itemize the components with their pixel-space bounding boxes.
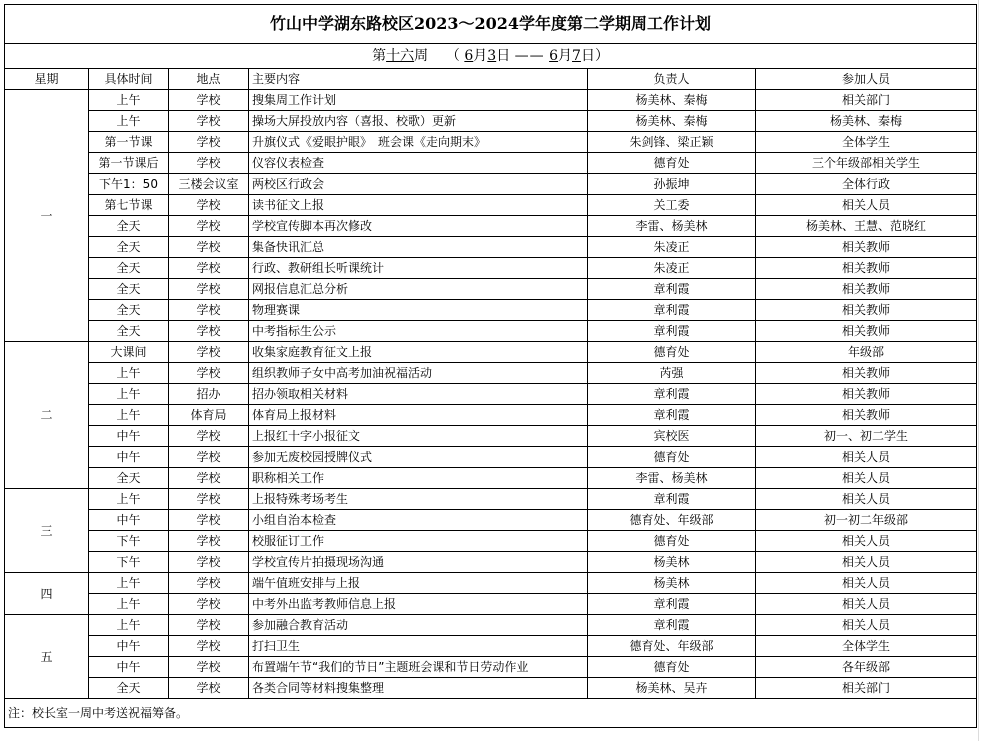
table-row bbox=[5, 258, 977, 279]
participants-cell[interactable]: 相关人员 bbox=[756, 573, 977, 594]
place-cell[interactable]: 学校 bbox=[169, 552, 249, 573]
week-suffix: 周 bbox=[414, 48, 429, 64]
table-row bbox=[5, 531, 977, 552]
owner-cell[interactable]: 杨美林、秦梅 bbox=[588, 90, 756, 111]
place-cell[interactable]: 学校 bbox=[169, 132, 249, 153]
time-cell[interactable]: 第一节课后 bbox=[89, 153, 169, 174]
time-cell[interactable]: 下午 bbox=[89, 552, 169, 573]
content-cell[interactable]: 布置端午节“我们的节日”主题班会课和节日劳动作业 bbox=[249, 657, 588, 678]
weekday-cell[interactable]: 三 bbox=[5, 489, 89, 573]
range-dash: —— bbox=[514, 48, 545, 64]
owner-cell[interactable]: 章利霞 bbox=[588, 384, 756, 405]
participants-cell[interactable]: 各年级部 bbox=[756, 657, 977, 678]
owner-cell[interactable]: 芮强 bbox=[588, 363, 756, 384]
table-row bbox=[5, 237, 977, 258]
place-cell[interactable]: 学校 bbox=[169, 258, 249, 279]
owner-cell[interactable]: 李雷、杨美林 bbox=[588, 216, 756, 237]
table-row bbox=[5, 174, 977, 195]
time-cell[interactable]: 第一节课 bbox=[89, 132, 169, 153]
content-cell[interactable]: 中考外出监考教师信息上报 bbox=[249, 594, 588, 615]
owner-cell[interactable]: 李雷、杨美林 bbox=[588, 468, 756, 489]
participants-cell[interactable]: 相关人员 bbox=[756, 447, 977, 468]
owner-cell[interactable]: 杨美林、吴卉 bbox=[588, 678, 756, 699]
table-row bbox=[5, 447, 977, 468]
participants-cell[interactable]: 初一、初二学生 bbox=[756, 426, 977, 447]
header-weekday[interactable]: 星期 bbox=[5, 69, 89, 90]
table-row bbox=[5, 489, 977, 510]
participants-cell[interactable]: 年级部 bbox=[756, 342, 977, 363]
content-cell[interactable]: 上报红十字小报征文 bbox=[249, 426, 588, 447]
place-cell[interactable]: 学校 bbox=[169, 447, 249, 468]
start-day: 3 bbox=[487, 48, 497, 64]
end-month-label: 月 bbox=[558, 48, 573, 64]
participants-cell[interactable]: 相关教师 bbox=[756, 405, 977, 426]
owner-cell[interactable]: 章利霞 bbox=[588, 279, 756, 300]
place-cell[interactable]: 学校 bbox=[169, 594, 249, 615]
participants-cell[interactable]: 相关教师 bbox=[756, 258, 977, 279]
time-cell[interactable]: 第七节课 bbox=[89, 195, 169, 216]
table-row bbox=[5, 279, 977, 300]
place-cell[interactable]: 学校 bbox=[169, 237, 249, 258]
time-cell[interactable]: 全天 bbox=[89, 237, 169, 258]
time-cell[interactable]: 全天 bbox=[89, 678, 169, 699]
table-row bbox=[5, 342, 977, 363]
time-cell[interactable]: 上午 bbox=[89, 111, 169, 132]
content-cell[interactable]: 打扫卫生 bbox=[249, 636, 588, 657]
header-time[interactable]: 具体时间 bbox=[89, 69, 169, 90]
participants-cell[interactable]: 相关教师 bbox=[756, 300, 977, 321]
table-row bbox=[5, 216, 977, 237]
header-owner[interactable]: 负责人 bbox=[588, 69, 756, 90]
content-cell[interactable]: 端午值班安排与上报 bbox=[249, 573, 588, 594]
table-row bbox=[5, 426, 977, 447]
participants-cell[interactable]: 相关人员 bbox=[756, 594, 977, 615]
participants-cell[interactable]: 相关部门 bbox=[756, 90, 977, 111]
table-row bbox=[5, 636, 977, 657]
end-day-label: 日） bbox=[580, 48, 609, 64]
content-cell[interactable]: 网报信息汇总分析 bbox=[249, 279, 588, 300]
owner-cell[interactable]: 杨美林 bbox=[588, 552, 756, 573]
content-cell[interactable]: 物理赛课 bbox=[249, 300, 588, 321]
participants-cell[interactable]: 杨美林、秦梅 bbox=[756, 111, 977, 132]
page-title[interactable]: 竹山中学湖东路校区2023～2024学年度第二学期周工作计划 bbox=[5, 5, 977, 44]
sheet-gridline bbox=[978, 0, 979, 741]
owner-cell[interactable]: 德育处 bbox=[588, 531, 756, 552]
participants-cell[interactable]: 相关人员 bbox=[756, 195, 977, 216]
place-cell[interactable]: 招办 bbox=[169, 384, 249, 405]
weekday-cell[interactable]: 一 bbox=[5, 90, 89, 342]
owner-cell[interactable]: 德育处 bbox=[588, 447, 756, 468]
footnote[interactable]: 注：校长室一周中考送祝福筹备。 bbox=[5, 699, 977, 728]
time-cell[interactable]: 全天 bbox=[89, 300, 169, 321]
content-cell[interactable]: 升旗仪式《爱眼护眼》 班会课《走向期末》 bbox=[249, 132, 588, 153]
place-cell[interactable]: 三楼会议室 bbox=[169, 174, 249, 195]
time-cell[interactable]: 大课间 bbox=[89, 342, 169, 363]
end-month: 6 bbox=[549, 48, 559, 64]
participants-cell[interactable]: 相关人员 bbox=[756, 552, 977, 573]
content-cell[interactable]: 集备快讯汇总 bbox=[249, 237, 588, 258]
time-cell[interactable]: 上午 bbox=[89, 363, 169, 384]
table-row bbox=[5, 657, 977, 678]
note-row bbox=[5, 699, 977, 728]
time-cell[interactable]: 中午 bbox=[89, 426, 169, 447]
content-cell[interactable]: 收集家庭教育征文上报 bbox=[249, 342, 588, 363]
table-row bbox=[5, 90, 977, 111]
content-cell[interactable]: 学校宣传脚本再次修改 bbox=[249, 216, 588, 237]
content-cell[interactable]: 校服征订工作 bbox=[249, 531, 588, 552]
place-cell[interactable]: 学校 bbox=[169, 468, 249, 489]
place-cell[interactable]: 学校 bbox=[169, 279, 249, 300]
participants-cell[interactable]: 相关部门 bbox=[756, 678, 977, 699]
week-prefix: 第 bbox=[372, 48, 387, 64]
header-place[interactable]: 地点 bbox=[169, 69, 249, 90]
table-row bbox=[5, 384, 977, 405]
participants-cell[interactable]: 全体学生 bbox=[756, 132, 977, 153]
owner-cell[interactable]: 朱凌正 bbox=[588, 258, 756, 279]
owner-cell[interactable]: 章利霞 bbox=[588, 405, 756, 426]
content-cell[interactable]: 两校区行政会 bbox=[249, 174, 588, 195]
owner-cell[interactable]: 章利霞 bbox=[588, 321, 756, 342]
time-cell[interactable]: 全天 bbox=[89, 468, 169, 489]
owner-cell[interactable]: 德育处 bbox=[588, 342, 756, 363]
place-cell[interactable]: 学校 bbox=[169, 342, 249, 363]
participants-cell[interactable]: 相关人员 bbox=[756, 489, 977, 510]
table-row bbox=[5, 468, 977, 489]
start-month-label: 月 bbox=[473, 48, 488, 64]
participants-cell[interactable]: 相关人员 bbox=[756, 531, 977, 552]
place-cell[interactable]: 学校 bbox=[169, 510, 249, 531]
owner-cell[interactable]: 孙振坤 bbox=[588, 174, 756, 195]
content-cell[interactable]: 仪容仪表检查 bbox=[249, 153, 588, 174]
participants-cell[interactable]: 相关人员 bbox=[756, 615, 977, 636]
participants-cell[interactable]: 相关教师 bbox=[756, 279, 977, 300]
table-row bbox=[5, 195, 977, 216]
place-cell[interactable]: 体育局 bbox=[169, 405, 249, 426]
content-cell[interactable]: 职称相关工作 bbox=[249, 468, 588, 489]
content-cell[interactable]: 搜集周工作计划 bbox=[249, 90, 588, 111]
content-cell[interactable]: 学校宣传片拍摄现场沟通 bbox=[249, 552, 588, 573]
table-row bbox=[5, 363, 977, 384]
work-plan-table bbox=[4, 4, 977, 728]
content-cell[interactable]: 行政、教研组长听课统计 bbox=[249, 258, 588, 279]
place-cell[interactable]: 学校 bbox=[169, 300, 249, 321]
participants-cell[interactable]: 全体学生 bbox=[756, 636, 977, 657]
place-cell[interactable]: 学校 bbox=[169, 426, 249, 447]
owner-cell[interactable]: 关工委 bbox=[588, 195, 756, 216]
participants-cell[interactable]: 全体行政 bbox=[756, 174, 977, 195]
time-cell[interactable]: 全天 bbox=[89, 258, 169, 279]
place-cell[interactable]: 学校 bbox=[169, 531, 249, 552]
table-row bbox=[5, 300, 977, 321]
owner-cell[interactable]: 章利霞 bbox=[588, 300, 756, 321]
participants-cell[interactable]: 相关教师 bbox=[756, 363, 977, 384]
time-cell[interactable]: 中午 bbox=[89, 657, 169, 678]
place-cell[interactable]: 学校 bbox=[169, 636, 249, 657]
participants-cell[interactable]: 初一初二年级部 bbox=[756, 510, 977, 531]
table-row bbox=[5, 153, 977, 174]
header-participants[interactable]: 参加人员 bbox=[756, 69, 977, 90]
start-day-label: 日 bbox=[496, 48, 511, 64]
header-content[interactable]: 主要内容 bbox=[249, 69, 588, 90]
table-row bbox=[5, 573, 977, 594]
place-cell[interactable]: 学校 bbox=[169, 657, 249, 678]
table-row bbox=[5, 111, 977, 132]
content-cell[interactable]: 中考指标生公示 bbox=[249, 321, 588, 342]
owner-cell[interactable]: 章利霞 bbox=[588, 615, 756, 636]
owner-cell[interactable]: 章利霞 bbox=[588, 594, 756, 615]
place-cell[interactable]: 学校 bbox=[169, 90, 249, 111]
weekday-cell[interactable]: 五 bbox=[5, 615, 89, 699]
content-cell[interactable]: 小组自治本检查 bbox=[249, 510, 588, 531]
participants-cell[interactable]: 杨美林、王慧、范晓红 bbox=[756, 216, 977, 237]
place-cell[interactable]: 学校 bbox=[169, 363, 249, 384]
participants-cell[interactable]: 相关教师 bbox=[756, 321, 977, 342]
owner-cell[interactable]: 德育处、年级部 bbox=[588, 636, 756, 657]
place-cell[interactable]: 学校 bbox=[169, 573, 249, 594]
place-cell[interactable]: 学校 bbox=[169, 216, 249, 237]
week-open: （ bbox=[445, 48, 460, 64]
place-cell[interactable]: 学校 bbox=[169, 678, 249, 699]
place-cell[interactable]: 学校 bbox=[169, 321, 249, 342]
weekday-cell[interactable]: 二 bbox=[5, 342, 89, 489]
content-cell[interactable]: 招办领取相关材料 bbox=[249, 384, 588, 405]
table-row bbox=[5, 615, 977, 636]
table-row bbox=[5, 552, 977, 573]
time-cell[interactable]: 上午 bbox=[89, 90, 169, 111]
content-cell[interactable]: 操场大屏投放内容（喜报、校歌）更新 bbox=[249, 111, 588, 132]
table-row bbox=[5, 678, 977, 699]
owner-cell[interactable]: 章利霞 bbox=[588, 489, 756, 510]
time-cell[interactable]: 下午1：50 bbox=[89, 174, 169, 195]
time-cell[interactable]: 上午 bbox=[89, 615, 169, 636]
owner-cell[interactable]: 杨美林、秦梅 bbox=[588, 111, 756, 132]
table-row bbox=[5, 405, 977, 426]
time-cell[interactable]: 上午 bbox=[89, 489, 169, 510]
time-cell[interactable]: 全天 bbox=[89, 321, 169, 342]
time-cell[interactable]: 中午 bbox=[89, 447, 169, 468]
time-cell[interactable]: 上午 bbox=[89, 573, 169, 594]
place-cell[interactable]: 学校 bbox=[169, 615, 249, 636]
owner-cell[interactable]: 德育处、年级部 bbox=[588, 510, 756, 531]
owner-cell[interactable]: 德育处 bbox=[588, 657, 756, 678]
place-cell[interactable]: 学校 bbox=[169, 489, 249, 510]
time-cell[interactable]: 全天 bbox=[89, 279, 169, 300]
content-cell[interactable]: 体育局上报材料 bbox=[249, 405, 588, 426]
owner-cell[interactable]: 宾校医 bbox=[588, 426, 756, 447]
content-cell[interactable]: 各类合同等材料搜集整理 bbox=[249, 678, 588, 699]
content-cell[interactable]: 上报特殊考场考生 bbox=[249, 489, 588, 510]
time-cell[interactable]: 上午 bbox=[89, 594, 169, 615]
participants-cell[interactable]: 三个年级部相关学生 bbox=[756, 153, 977, 174]
table-row bbox=[5, 132, 977, 153]
time-cell[interactable]: 中午 bbox=[89, 636, 169, 657]
time-cell[interactable]: 上午 bbox=[89, 405, 169, 426]
content-cell[interactable]: 读书征文上报 bbox=[249, 195, 588, 216]
time-cell[interactable]: 上午 bbox=[89, 384, 169, 405]
owner-cell[interactable]: 德育处 bbox=[588, 153, 756, 174]
content-cell[interactable]: 组织教师子女中高考加油祝福活动 bbox=[249, 363, 588, 384]
end-day: 7 bbox=[572, 48, 581, 64]
owner-cell[interactable]: 朱凌正 bbox=[588, 237, 756, 258]
place-cell[interactable]: 学校 bbox=[169, 153, 249, 174]
table-row bbox=[5, 594, 977, 615]
time-cell[interactable]: 下午 bbox=[89, 531, 169, 552]
header-row bbox=[5, 69, 977, 90]
week-number: 十六 bbox=[386, 48, 415, 64]
table-row bbox=[5, 321, 977, 342]
time-cell[interactable]: 全天 bbox=[89, 216, 169, 237]
time-cell[interactable]: 中午 bbox=[89, 510, 169, 531]
weekday-cell[interactable]: 四 bbox=[5, 573, 89, 615]
place-cell[interactable]: 学校 bbox=[169, 111, 249, 132]
place-cell[interactable]: 学校 bbox=[169, 195, 249, 216]
owner-cell[interactable]: 杨美林 bbox=[588, 573, 756, 594]
table-row bbox=[5, 510, 977, 531]
content-cell[interactable]: 参加无废校园授牌仪式 bbox=[249, 447, 588, 468]
participants-cell[interactable]: 相关教师 bbox=[756, 384, 977, 405]
content-cell[interactable]: 参加融合教育活动 bbox=[249, 615, 588, 636]
owner-cell[interactable]: 朱剑锋、梁正颖 bbox=[588, 132, 756, 153]
participants-cell[interactable]: 相关教师 bbox=[756, 237, 977, 258]
start-month: 6 bbox=[464, 48, 474, 64]
week-range[interactable] bbox=[5, 44, 977, 69]
participants-cell[interactable]: 相关人员 bbox=[756, 468, 977, 489]
